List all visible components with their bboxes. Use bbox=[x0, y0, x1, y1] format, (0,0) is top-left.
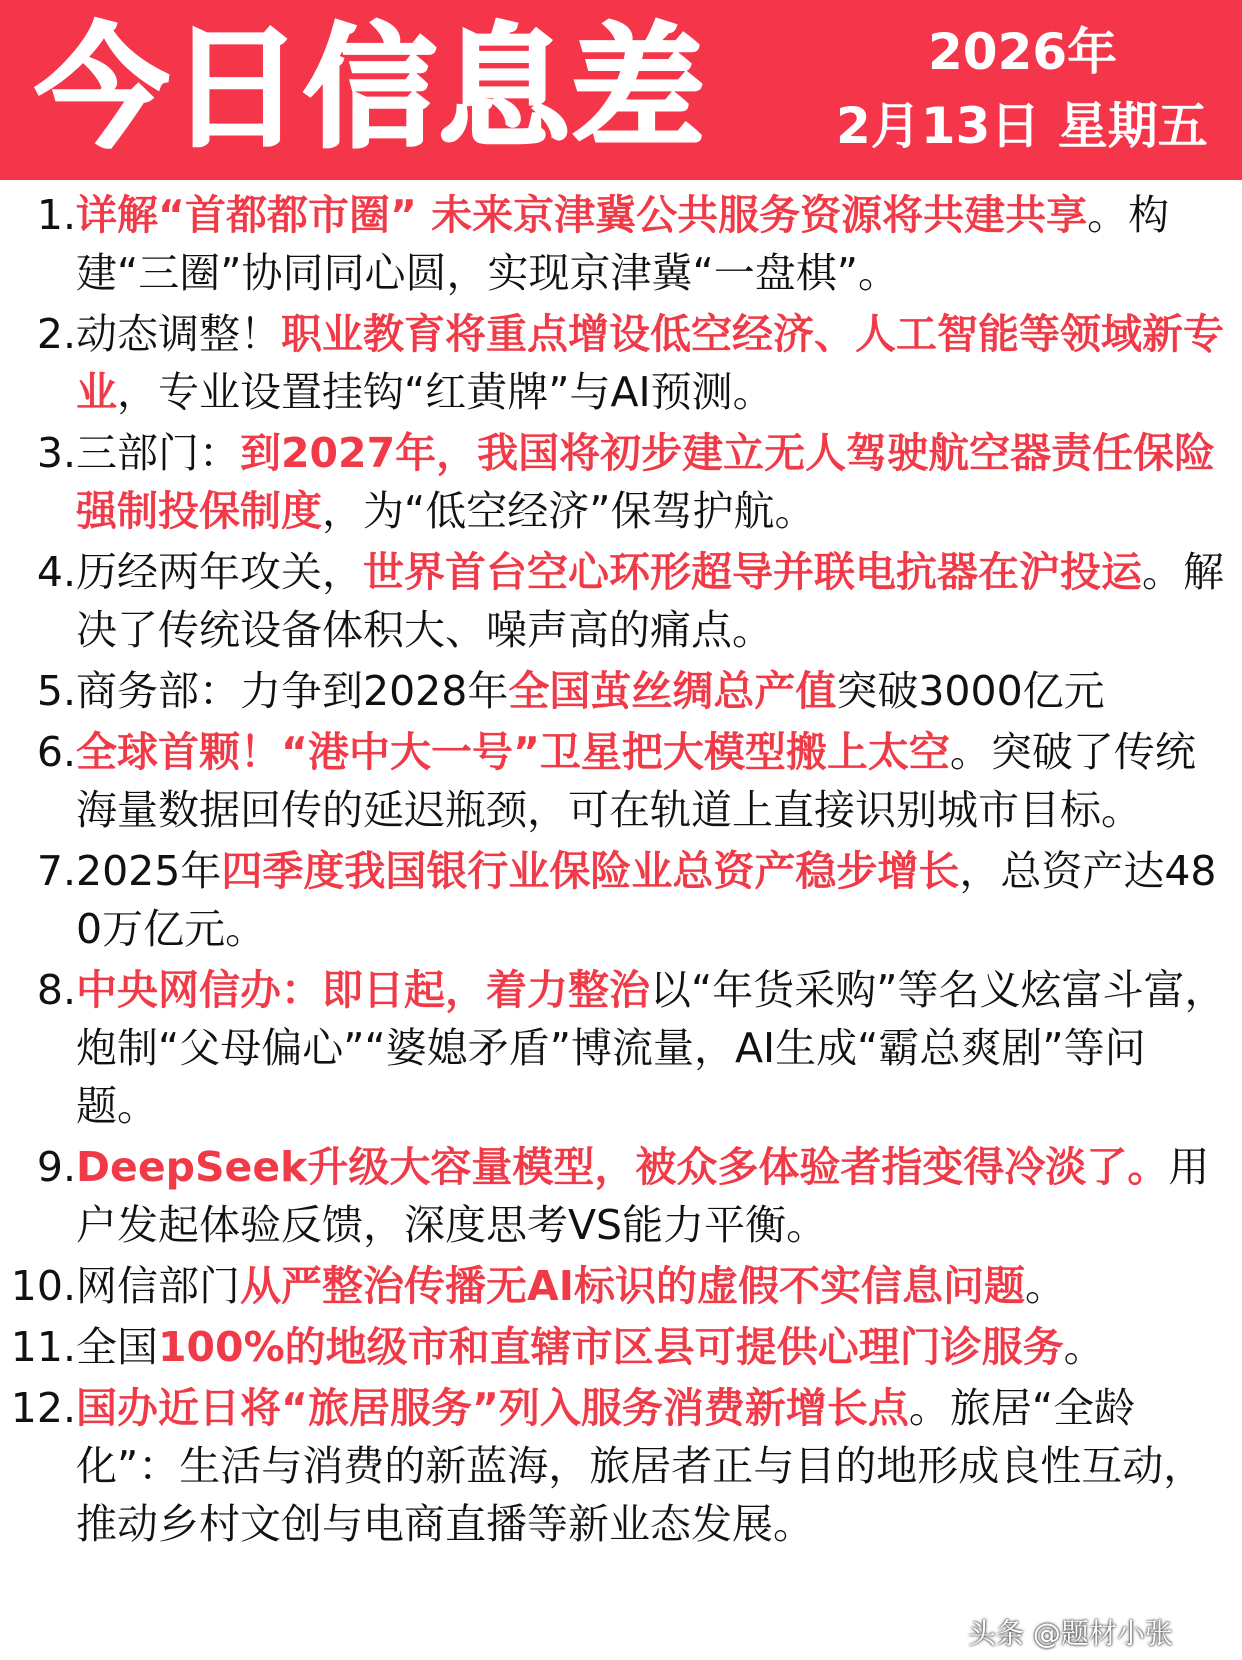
item-text: 网信部门 bbox=[76, 1262, 240, 1310]
item-highlight: 中央网信办：即日起，着力整治 bbox=[76, 966, 650, 1014]
item-number: 9. bbox=[36, 1143, 76, 1191]
item-highlight: 国办近日将“旅居服务”列入服务消费新增长点 bbox=[76, 1384, 909, 1432]
item-number: 8. bbox=[36, 966, 76, 1014]
header-date: 2月13日 星期五 bbox=[836, 97, 1208, 155]
news-item-4 bbox=[0, 543, 1226, 659]
item-text: 以“年货采购”等名义炫富斗富，炮制“父母偏心”“婆媳矛盾”博流量，AI生成“霸总爽剧”等问题。 bbox=[76, 966, 1226, 1130]
item-text: 商务部：力争到2028年 bbox=[76, 667, 509, 715]
item-number: 6. bbox=[36, 728, 76, 776]
item-highlight: 到2027年，我国将初步建立无人驾驶航空器责任保险强制投保制度 bbox=[76, 429, 1216, 535]
item-highlight: 100%的地级市和直辖市区县可提供心理门诊服务 bbox=[158, 1323, 1064, 1371]
item-number: 5. bbox=[36, 667, 76, 715]
item-text: 突破3000亿元 bbox=[836, 667, 1105, 715]
item-text: 三部门： bbox=[76, 429, 240, 477]
item-number: 1. bbox=[36, 191, 76, 239]
item-text: 。突破了传统海量数据回传的延迟瓶颈，可在轨道上直接识别城市目标。 bbox=[76, 728, 1196, 834]
news-item-8 bbox=[0, 961, 1226, 1135]
item-text: 。旅居“全龄化”：生活与消费的新蓝海，旅居者正与目的地形成良性互动，推动乡村文创与电商直播等新业态发展。 bbox=[76, 1384, 1205, 1548]
news-item-11 bbox=[0, 1318, 1226, 1376]
item-highlight: 世界首台空心环形超导并联电抗器在沪投运 bbox=[363, 548, 1142, 596]
item-text: 全国 bbox=[76, 1323, 158, 1371]
item-text: ，总资产达480万亿元。 bbox=[76, 847, 1217, 953]
item-highlight: 全国茧丝绸总产值 bbox=[508, 667, 837, 715]
item-text: 。构建“三圈”协同同心圆，实现京津冀“一盘棋”。 bbox=[76, 191, 1170, 297]
item-highlight: DeepSeek升级大容量模型，被众多体验者指变得冷淡了。 bbox=[76, 1143, 1169, 1191]
news-list bbox=[0, 186, 1242, 1556]
item-number: 10. bbox=[10, 1262, 76, 1310]
news-item-1 bbox=[0, 186, 1226, 302]
item-text: 动态调整！ bbox=[76, 310, 281, 358]
item-text: ，专业设置挂钩“红黄牌”与AI预测。 bbox=[117, 368, 774, 416]
news-item-2 bbox=[0, 305, 1226, 421]
item-highlight: 详解“首都都市圈” 未来京津冀公共服务资源将共建共享 bbox=[76, 191, 1088, 239]
item-text: 历经两年攻关， bbox=[76, 548, 363, 596]
item-number: 2. bbox=[36, 310, 76, 358]
item-highlight: 职业教育将重点增设低空经济、人工智能等领域新专业 bbox=[76, 310, 1224, 416]
news-item-12 bbox=[0, 1379, 1226, 1553]
item-number: 12. bbox=[10, 1384, 76, 1432]
item-number: 3. bbox=[36, 429, 76, 477]
item-number: 7. bbox=[36, 847, 76, 895]
news-item-3 bbox=[0, 424, 1226, 540]
news-item-5 bbox=[0, 662, 1226, 720]
item-text: 。解决了传统设备体积大、噪声高的痛点。 bbox=[76, 548, 1224, 654]
item-number: 11. bbox=[10, 1323, 76, 1371]
item-highlight: 全球首颗！“港中大一号”卫星把大模型搬上太空 bbox=[76, 728, 950, 776]
item-highlight: 四季度我国银行业保险业总资产稳步增长 bbox=[221, 847, 960, 895]
news-item-9 bbox=[0, 1138, 1226, 1254]
item-number: 4. bbox=[36, 548, 76, 596]
page-title: 今日信息差 bbox=[36, 12, 706, 166]
header-banner bbox=[0, 0, 1242, 180]
item-text: 。 bbox=[1063, 1323, 1105, 1371]
item-text: 2025年 bbox=[76, 847, 222, 895]
news-item-6 bbox=[0, 723, 1226, 839]
watermark-text: 头条 @题材小张 bbox=[968, 1617, 1173, 1650]
news-item-10 bbox=[0, 1257, 1226, 1315]
header-year: 2026年 bbox=[928, 23, 1118, 81]
item-text: 。 bbox=[1024, 1262, 1066, 1310]
news-item-7 bbox=[0, 842, 1226, 958]
item-text: 用户发起体验反馈，深度思考VS能力平衡。 bbox=[76, 1143, 1210, 1249]
item-highlight: 从严整治传播无AI标识的虚假不实信息问题 bbox=[240, 1262, 1025, 1310]
item-text: ，为“低空经济”保驾护航。 bbox=[322, 487, 816, 535]
